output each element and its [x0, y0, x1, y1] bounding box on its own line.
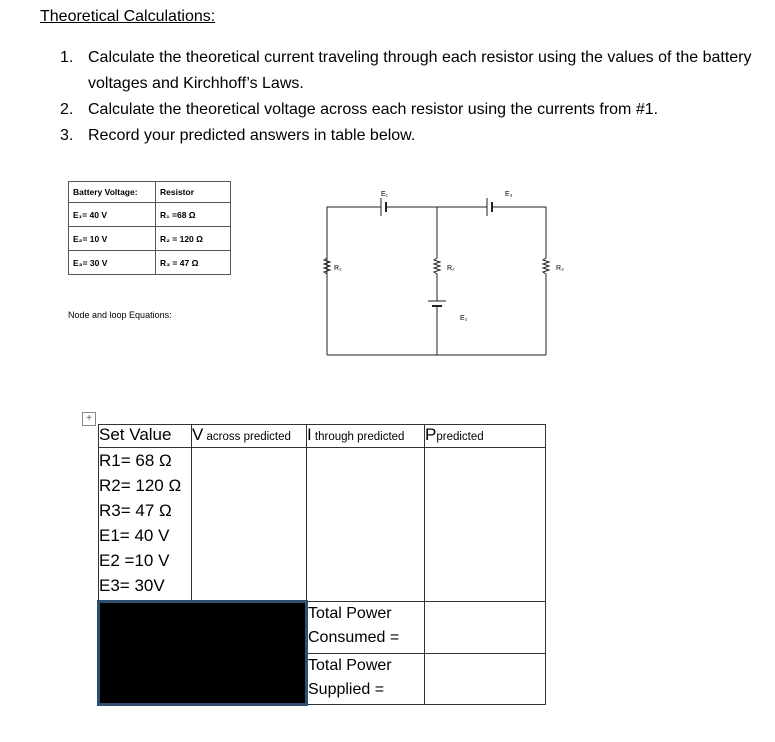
power-consumed-line1: Total Power — [308, 605, 392, 622]
table-row — [99, 602, 546, 654]
component-values-table — [68, 181, 231, 275]
resistor-cell: R₂ = 120 Ω — [156, 227, 231, 251]
total-power-supplied-label — [307, 653, 425, 705]
battery-cell: E₂= 10 V — [69, 227, 156, 251]
set-value-r1: R1= 68 Ω — [99, 451, 172, 470]
node-loop-label: Node and loop Equations: — [68, 310, 172, 320]
header-set-value-text: Set Value — [99, 425, 172, 444]
label-e2: E₂ — [460, 315, 468, 322]
table-move-handle-icon[interactable]: + — [82, 412, 96, 426]
label-r1: R₁ — [334, 265, 342, 272]
table-row — [99, 425, 546, 448]
step-number: 2. — [60, 101, 74, 118]
step-number: 3. — [60, 127, 74, 144]
list-item — [60, 97, 760, 123]
step-text: Calculate the theoretical voltage across each resistor using the currents from #1. — [88, 101, 659, 118]
table-row — [69, 203, 231, 227]
header-p-symbol: P — [425, 425, 437, 444]
header-i-through — [307, 425, 425, 448]
header-v-symbol: V — [192, 425, 204, 444]
set-values-cell — [99, 448, 192, 602]
list-item — [60, 45, 760, 97]
set-value-e3: E3= 30V — [99, 576, 165, 595]
circuit-diagram — [300, 180, 564, 360]
table-row — [69, 182, 231, 203]
step-number: 1. — [60, 49, 74, 66]
header-p-subscript: predicted — [436, 431, 484, 443]
set-value-e1: E1= 40 V — [99, 526, 170, 545]
i-through-input-cell[interactable] — [307, 448, 425, 602]
battery-cell: E₃= 30 V — [69, 251, 156, 275]
label-r2: R₂ — [447, 265, 455, 272]
set-value-e2: E2 =10 V — [99, 551, 170, 570]
label-e1: E₁ — [381, 191, 389, 198]
header-resistor: Resistor — [156, 182, 231, 203]
battery-cell: E₁= 40 V — [69, 203, 156, 227]
list-item — [60, 123, 760, 149]
table-row — [69, 227, 231, 251]
header-v-across — [192, 425, 307, 448]
v-across-input-cell[interactable] — [192, 448, 307, 602]
resistor-cell: R₃ = 47 Ω — [156, 251, 231, 275]
resistor-cell: R₁ =68 Ω — [156, 203, 231, 227]
total-power-consumed-label — [307, 602, 425, 654]
resistor-r2 — [434, 255, 440, 301]
page-title: Theoretical Calculations: — [40, 8, 216, 25]
total-power-consumed-input[interactable] — [425, 602, 546, 654]
set-value-r2: R2= 120 Ω — [99, 476, 182, 495]
header-i-subscript: through predicted — [311, 431, 405, 443]
redacted-block — [99, 602, 307, 705]
header-i-symbol: I — [307, 425, 312, 444]
resistor-r3 — [543, 255, 549, 355]
header-battery-voltage: Battery Voltage: — [69, 182, 156, 203]
table-row — [69, 251, 231, 275]
table-row — [99, 448, 546, 602]
header-set-value — [99, 425, 192, 448]
power-supplied-line2: Supplied = — [308, 680, 385, 698]
wire — [492, 207, 546, 255]
step-text: Record your predicted answers in table below. — [88, 127, 416, 144]
header-p-predicted — [425, 425, 546, 448]
label-r3: R₃ — [556, 265, 564, 272]
instruction-list — [60, 45, 760, 149]
set-value-r3: R3= 47 Ω — [99, 501, 172, 520]
label-e3: E₃ — [505, 191, 513, 198]
step-text: Calculate the theoretical current traveling through each resistor using the values of the battery voltages and Kirchhoff’s Laws. — [88, 49, 752, 92]
power-supplied-line1: Total Power — [308, 656, 392, 674]
p-predicted-input-cell[interactable] — [425, 448, 546, 602]
predicted-values-table — [97, 424, 546, 706]
header-v-subscript: across predicted — [203, 431, 291, 443]
power-consumed-line2: Consumed = — [308, 629, 400, 646]
total-power-supplied-input[interactable] — [425, 653, 546, 705]
